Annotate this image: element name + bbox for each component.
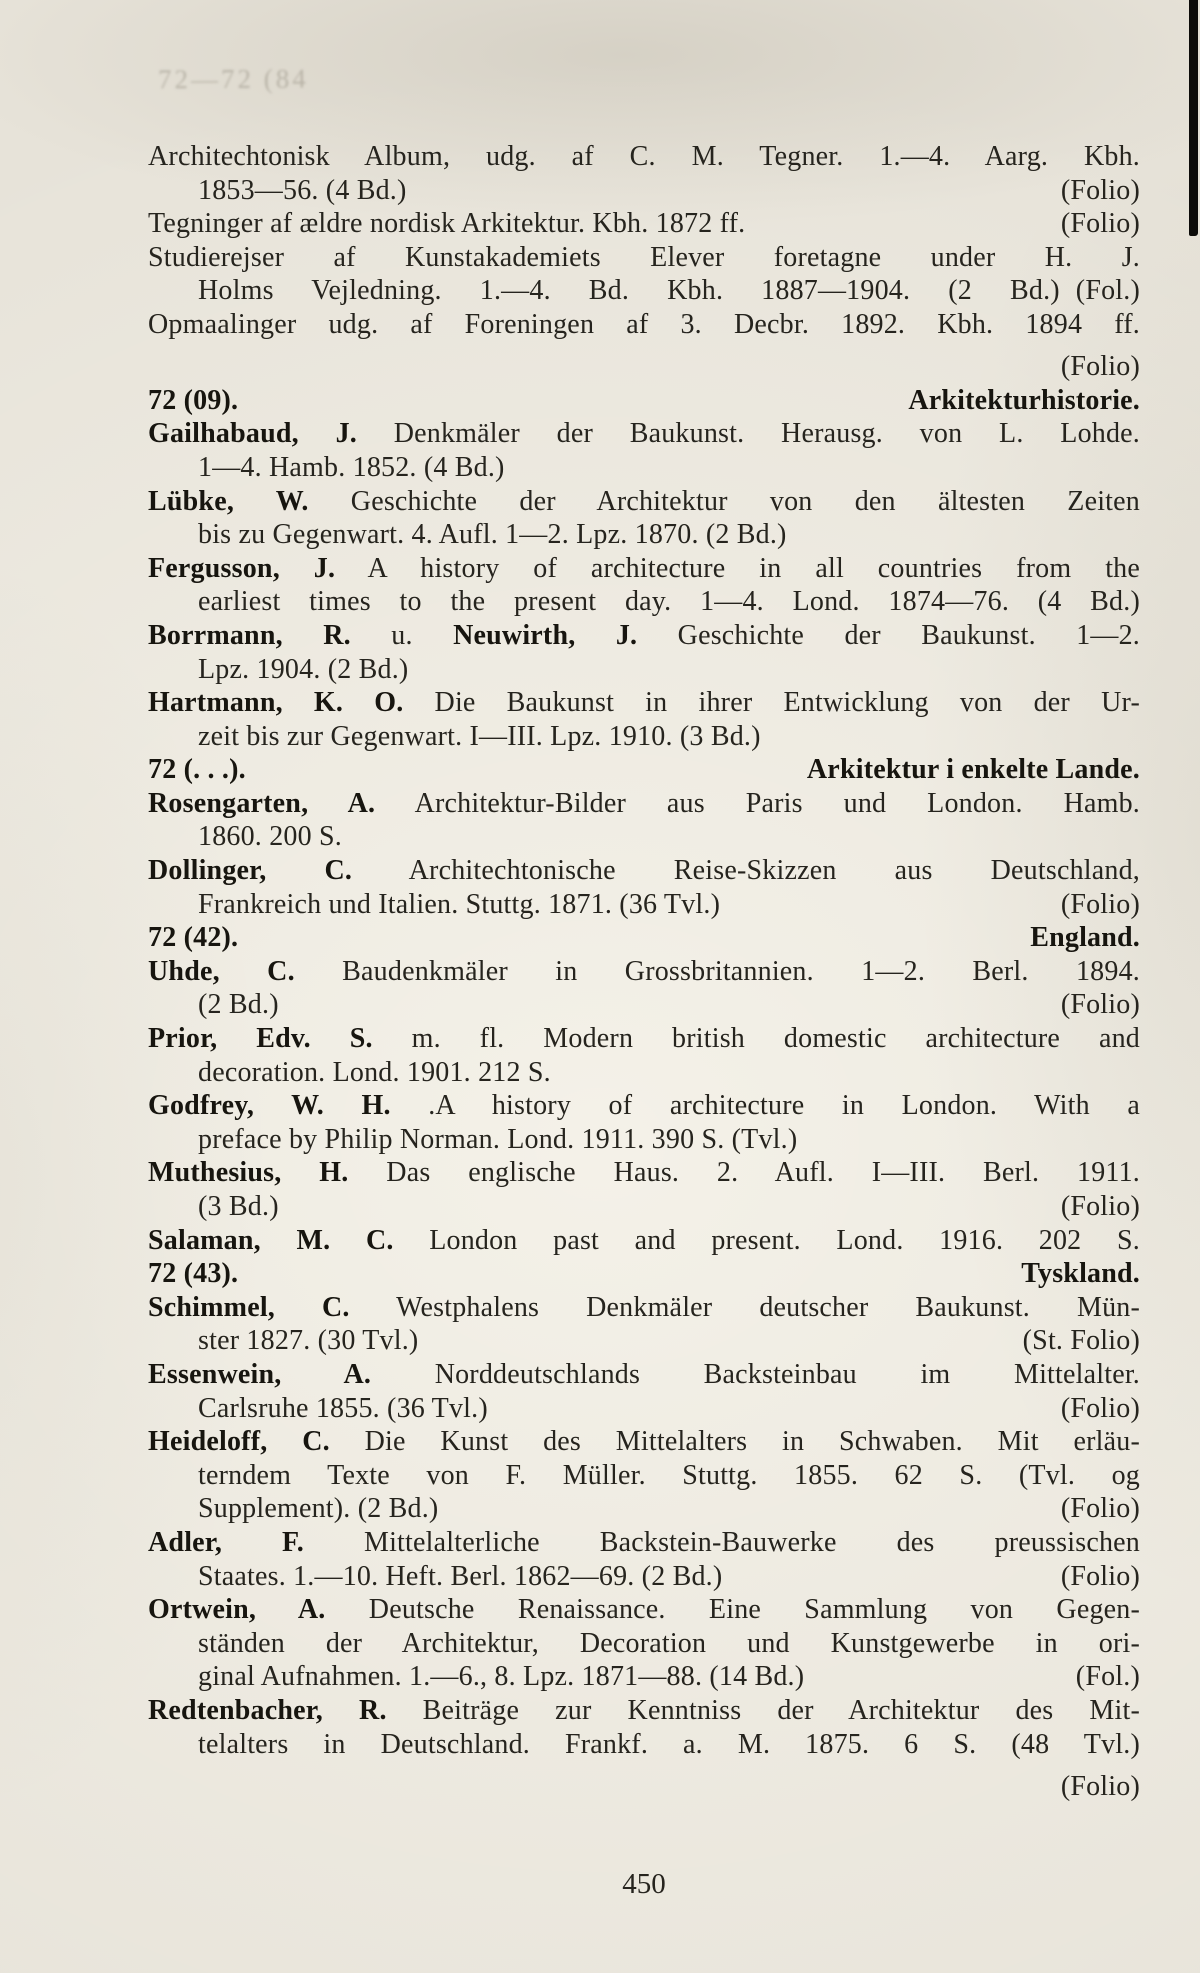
line-text bbox=[198, 1392, 1045, 1426]
plain-text: Deutsche Renaissance. Eine Sammlung von Gegen- bbox=[325, 1594, 1140, 1626]
line-text bbox=[198, 1627, 1140, 1661]
catalog-line bbox=[148, 1123, 1140, 1157]
line-text bbox=[198, 1761, 1045, 1795]
line-text bbox=[148, 854, 1140, 888]
bold-label: Fergusson, J. bbox=[148, 552, 336, 584]
bold-label: Salaman, M. C. bbox=[148, 1224, 394, 1256]
catalog-line bbox=[148, 1190, 1140, 1224]
catalog-line bbox=[148, 451, 1140, 485]
bold-label: Adler, F. bbox=[148, 1526, 304, 1558]
line-text bbox=[148, 1257, 1005, 1291]
line-text bbox=[148, 921, 1014, 955]
line-text bbox=[148, 308, 1140, 342]
bleed-through-ghost-text: 72—72 (84 bbox=[157, 63, 309, 95]
plain-text: ständen der Architektur, Decoration und Kunstgewerbe in ori- bbox=[198, 1627, 1140, 1659]
line-text bbox=[198, 1459, 1140, 1493]
plain-text: Beiträge zur Kenntniss der Architektur des Mit- bbox=[386, 1694, 1140, 1726]
plain-text: (3 Bd.) bbox=[198, 1191, 279, 1222]
catalog-line bbox=[148, 207, 1140, 241]
line-text bbox=[198, 1324, 1007, 1358]
catalog-line bbox=[148, 1358, 1140, 1392]
scan-artifact-bar bbox=[1189, 0, 1198, 236]
plain-text: Westphalens Denkmäler deutscher Baukunst. Mün- bbox=[349, 1291, 1140, 1323]
catalog-line bbox=[148, 417, 1140, 451]
plain-text: Studierejser af Kunstakademiets Elever foretagne under H. J. bbox=[148, 241, 1140, 273]
plain-text: Die Kunst des Mittelalters in Schwaben. Mit erläu- bbox=[329, 1426, 1140, 1458]
format-note: (Fol.) bbox=[1075, 1661, 1140, 1693]
bold-label: Heideloff, C. bbox=[148, 1426, 330, 1458]
catalog-line bbox=[148, 1089, 1140, 1123]
line-text bbox=[198, 720, 1140, 754]
plain-text: 1860. 200 S. bbox=[198, 821, 342, 853]
plain-text: .A history of architecture in London. With a bbox=[390, 1090, 1140, 1122]
catalog-line bbox=[148, 485, 1140, 519]
bold-label: Hartmann, K. O. bbox=[148, 687, 404, 719]
line-text bbox=[198, 1056, 1140, 1090]
plain-text: decoration. Lond. 1901. 212 S. bbox=[198, 1056, 551, 1088]
catalog-line bbox=[148, 1761, 1140, 1803]
line-text bbox=[148, 686, 1140, 720]
format-note: (Folio) bbox=[1060, 989, 1140, 1021]
catalog-line bbox=[148, 653, 1140, 687]
line-text bbox=[148, 1425, 1140, 1459]
plain-text: Mittelalterliche Backstein-Bauwerke des preussischen bbox=[303, 1526, 1140, 1558]
plain-text: Geschichte der Baukunst. 1—2. bbox=[637, 619, 1140, 651]
catalog-line bbox=[148, 1156, 1140, 1190]
catalog-line bbox=[148, 241, 1140, 275]
bold-label: Lübke, W. bbox=[148, 485, 309, 517]
line-text bbox=[148, 1694, 1140, 1728]
line-text bbox=[198, 518, 1140, 552]
line-text bbox=[148, 1593, 1140, 1627]
plain-text: preface by Philip Norman. Lond. 1911. 390 S. (Tvl.) bbox=[198, 1123, 798, 1155]
plain-text: Lpz. 1904. (2 Bd.) bbox=[198, 653, 409, 685]
section-heading-right: Arkitekturhistorie. bbox=[908, 384, 1140, 416]
line-text bbox=[148, 140, 1140, 174]
catalog-line bbox=[148, 1224, 1140, 1258]
catalog-line bbox=[148, 686, 1140, 720]
plain-text: ster 1827. (30 Tvl.) bbox=[198, 1325, 419, 1357]
line-text bbox=[148, 1224, 1140, 1258]
catalog-line bbox=[148, 518, 1140, 552]
catalog-line bbox=[148, 140, 1140, 174]
plain-text: Die Baukunst in ihrer Entwicklung von der Ur- bbox=[403, 687, 1140, 719]
plain-text: Opmaalinger udg. af Foreningen af 3. Decbr. 1892. Kbh. 1894 ff. bbox=[148, 308, 1140, 340]
bold-label: 72 (43). bbox=[148, 1258, 239, 1290]
catalog-line bbox=[148, 308, 1140, 342]
format-note: (Folio) bbox=[1060, 1770, 1140, 1802]
bold-label: Muthesius, H. bbox=[148, 1157, 349, 1189]
plain-text: Frankreich und Italien. Stuttg. 1871. (36 Tvl.) bbox=[198, 888, 721, 920]
bold-label: Neuwirth, J. bbox=[453, 619, 638, 651]
catalog-line bbox=[148, 753, 1140, 787]
plain-text: Architektur-Bilder aus Paris und London. Hamb. bbox=[375, 787, 1140, 819]
line-text bbox=[148, 241, 1140, 275]
line-text bbox=[198, 342, 1045, 376]
plain-text: 1—4. Hamb. 1852. (4 Bd.) bbox=[198, 451, 505, 483]
line-text bbox=[198, 1123, 1140, 1157]
catalog-line bbox=[148, 619, 1140, 653]
plain-text: Architechtonische Reise-Skizzen aus Deutschland, bbox=[352, 855, 1140, 887]
bold-label: Gailhabaud, J. bbox=[148, 418, 357, 450]
catalog-line bbox=[148, 552, 1140, 586]
catalog-line bbox=[148, 585, 1140, 619]
catalog-line bbox=[148, 921, 1140, 955]
line-text bbox=[198, 820, 1140, 854]
line-text bbox=[148, 384, 892, 418]
line-text bbox=[198, 988, 1045, 1022]
catalog-line bbox=[148, 1694, 1140, 1728]
line-text bbox=[148, 485, 1140, 519]
plain-text: Denkmäler der Baukunst. Herausg. von L. Lohde. bbox=[356, 418, 1140, 450]
line-text bbox=[198, 653, 1140, 687]
catalog-line bbox=[148, 1022, 1140, 1056]
plain-text: Carlsruhe 1855. (36 Tvl.) bbox=[198, 1392, 488, 1424]
format-note: (Folio) bbox=[1060, 1560, 1140, 1592]
plain-text: Baudenkmäler in Grossbritannien. 1—2. Berl. 1894. bbox=[294, 955, 1140, 987]
plain-text: bis zu Gegenwart. 4. Aufl. 1—2. Lpz. 1870. (2 Bd.) bbox=[198, 519, 787, 551]
plain-text: m. fl. Modern british domestic architecture and bbox=[372, 1023, 1140, 1055]
plain-text: London past and present. Lond. 1916. 202 S. bbox=[393, 1224, 1140, 1256]
line-text bbox=[198, 888, 1045, 922]
catalog-line bbox=[148, 955, 1140, 989]
line-text bbox=[198, 1492, 1045, 1526]
plain-text: terndem Texte von F. Müller. Stuttg. 1855. 62 S. (Tvl. og bbox=[198, 1459, 1140, 1491]
catalog-line bbox=[148, 988, 1140, 1022]
line-text bbox=[198, 1728, 1140, 1762]
plain-text: Norddeutschlands Backsteinbau im Mittelalter. bbox=[371, 1358, 1141, 1390]
line-text bbox=[148, 1022, 1140, 1056]
format-note: (Folio) bbox=[1060, 1392, 1140, 1424]
catalog-line bbox=[148, 1459, 1140, 1493]
section-heading-right: Arkitektur i enkelte Lande. bbox=[806, 754, 1140, 786]
plain-text: zeit bis zur Gegenwart. I—III. Lpz. 1910. (3 Bd.) bbox=[198, 720, 761, 752]
catalog-line bbox=[148, 1560, 1140, 1594]
bold-label: Ortwein, A. bbox=[148, 1594, 326, 1626]
line-text bbox=[148, 787, 1140, 821]
bold-label: Dollinger, C. bbox=[148, 855, 353, 887]
line-text bbox=[198, 1560, 1045, 1594]
line-text bbox=[198, 174, 1045, 208]
plain-text: earliest times to the present day. 1—4. Lond. 1874—76. (4 Bd.) bbox=[198, 586, 1140, 618]
bold-label: 72 (42). bbox=[148, 922, 239, 954]
format-note: (Folio) bbox=[1060, 351, 1140, 383]
catalog-line bbox=[148, 1526, 1140, 1560]
line-text bbox=[148, 552, 1140, 586]
plain-text: Supplement). (2 Bd.) bbox=[198, 1493, 439, 1525]
line-text bbox=[148, 1089, 1140, 1123]
catalog-line bbox=[148, 174, 1140, 208]
line-text bbox=[148, 207, 1045, 241]
catalog-line bbox=[148, 1660, 1140, 1694]
bold-label: Redtenbacher, R. bbox=[148, 1694, 387, 1726]
line-text bbox=[198, 451, 1140, 485]
format-note: (Fol.) bbox=[1075, 275, 1140, 307]
bold-label: Borrmann, R. bbox=[148, 619, 351, 651]
plain-text: Holms Vejledning. 1.—4. Bd. Kbh. 1887—1904. (2 Bd.) bbox=[198, 275, 1060, 307]
plain-text: u. bbox=[350, 619, 454, 651]
format-note: (Folio) bbox=[1060, 174, 1140, 206]
line-text bbox=[148, 1156, 1140, 1190]
catalog-line bbox=[148, 1728, 1140, 1762]
plain-text: A history of architecture in all countries from the bbox=[335, 552, 1140, 584]
plain-text: Geschichte der Architektur von den ältesten Zeiten bbox=[308, 485, 1140, 517]
catalog-line bbox=[148, 342, 1140, 384]
bold-label: Uhde, C. bbox=[148, 955, 295, 987]
line-text bbox=[148, 1526, 1140, 1560]
bold-label: Schimmel, C. bbox=[148, 1291, 350, 1323]
plain-text: Staates. 1.—10. Heft. Berl. 1862—69. (2 Bd.) bbox=[198, 1560, 723, 1592]
plain-text: (2 Bd.) bbox=[198, 989, 279, 1021]
section-heading-right: England. bbox=[1030, 922, 1140, 954]
plain-text: Architechtonisk Album, udg. af C. M. Tegner. 1.—4. Aarg. Kbh. bbox=[148, 141, 1140, 172]
catalog-line bbox=[148, 720, 1140, 754]
catalog-line bbox=[148, 1492, 1140, 1526]
section-heading-right: Tyskland. bbox=[1021, 1258, 1140, 1290]
plain-text: ginal Aufnahmen. 1.—6., 8. Lpz. 1871—88. (14 Bd.) bbox=[198, 1661, 805, 1693]
catalog-line bbox=[148, 1056, 1140, 1090]
catalog-line bbox=[148, 384, 1140, 418]
page-number: 450 bbox=[622, 1868, 666, 1900]
bold-label: 72 (. . .). bbox=[148, 754, 246, 786]
catalog-line bbox=[148, 1425, 1140, 1459]
bold-label: Godfrey, W. H. bbox=[148, 1090, 391, 1122]
line-text bbox=[198, 585, 1140, 619]
line-text bbox=[148, 1291, 1140, 1325]
plain-text: 1853—56. (4 Bd.) bbox=[198, 174, 407, 206]
catalog-line bbox=[148, 274, 1140, 308]
line-text bbox=[148, 955, 1140, 989]
line-text bbox=[148, 619, 1140, 653]
line-text bbox=[198, 1190, 1045, 1224]
format-note: (Folio) bbox=[1060, 1493, 1140, 1525]
format-note: (Folio) bbox=[1060, 1191, 1140, 1222]
catalog-line bbox=[148, 1392, 1140, 1426]
catalog-line bbox=[148, 1257, 1140, 1291]
format-note: (Folio) bbox=[1060, 888, 1140, 920]
catalog-line bbox=[148, 1324, 1140, 1358]
catalog-line bbox=[148, 787, 1140, 821]
line-text bbox=[148, 1358, 1140, 1392]
bold-label: Essenwein, A. bbox=[148, 1358, 372, 1390]
catalog-line bbox=[148, 820, 1140, 854]
format-note: (St. Folio) bbox=[1022, 1325, 1140, 1357]
catalog-line bbox=[148, 1291, 1140, 1325]
catalog-line bbox=[148, 1627, 1140, 1661]
bold-label: 72 (09). bbox=[148, 384, 239, 416]
line-text bbox=[198, 274, 1060, 308]
catalog-text-block bbox=[148, 140, 1140, 1803]
line-text bbox=[148, 753, 791, 787]
line-text bbox=[198, 1660, 1060, 1694]
catalog-line bbox=[148, 1593, 1140, 1627]
bold-label: Prior, Edv. S. bbox=[148, 1023, 373, 1055]
format-note: (Folio) bbox=[1060, 208, 1140, 240]
plain-text: Tegninger af ældre nordisk Arkitektur. Kbh. 1872 ff. bbox=[148, 208, 746, 240]
line-text bbox=[148, 417, 1140, 451]
catalog-line bbox=[148, 888, 1140, 922]
bold-label: Rosengarten, A. bbox=[148, 787, 376, 819]
catalog-line bbox=[148, 854, 1140, 888]
plain-text: Das englische Haus. 2. Aufl. I—III. Berl. 1911. bbox=[348, 1157, 1140, 1189]
plain-text: telalters in Deutschland. Frankf. a. M. 1875. 6 S. (48 Tvl.) bbox=[198, 1728, 1140, 1760]
